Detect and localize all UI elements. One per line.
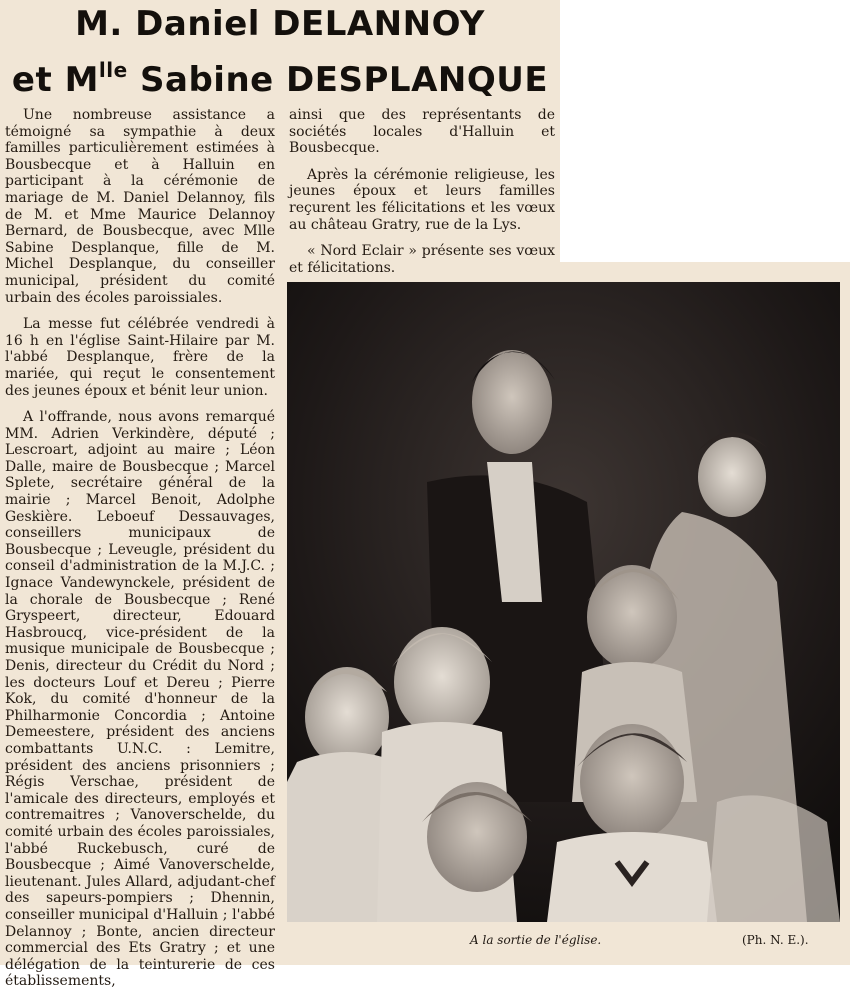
headline-line-2-suffix: Sabine DESPLANQUE <box>127 60 549 100</box>
headline-line-2-prefix: et M <box>11 60 99 100</box>
photo-credit: (Ph. N. E.). <box>742 933 809 947</box>
paragraph-wishes: « Nord Eclair » présente ses vœux et félicitations. <box>289 243 555 276</box>
paragraph-reception: Après la cérémonie religieuse, les jeunes époux et leurs familles reçurent les félicitations et les vœux au château Gratry, rue de la Lys. <box>289 166 555 233</box>
article-column-left <box>5 107 275 1000</box>
wedding-photo <box>287 282 840 922</box>
paragraph-mass: La messe fut célébrée vendredi à 16 h en l'église Saint-Hilaire par M. l'abbé Desplanque, frère de la mariée, qui reçut le consentement des jeunes époux et bénit leur union. <box>5 316 275 399</box>
clipping-cutout <box>560 0 850 262</box>
photo-caption: A la sortie de l'église. <box>470 933 602 947</box>
wedding-photo-image <box>287 282 840 922</box>
headline-line-2-sup: lle <box>98 58 128 82</box>
headline-line-2 <box>0 58 560 100</box>
paragraph-offering: A l'offrande, nous avons remarqué MM. Adrien Verkindère, député ; Lescroart, adjoint au maire ; Léon Dalle, maire de Bousbecque ; Marcel Splete, secrétaire général de la mairie ; Marcel Benoit, Adolphe Geskière. Leboeuf Dessauvages, conseillers municipaux de Bousbecque ; Leveugle, président du conseil d'administration de la M.J.C. ; Ignace Vandewynckele, président de la chorale de Bousbecque ; René Gryspeert, directeur, Edouard Hasbroucq, vice-président de la musique municipale de Bousbecque ; Denis, directeur du Crédit du Nord ; les docteurs Louf et Dereu ; Pierre Kok, du comité d'honneur de la Philharmonie Concordia ; Antoine Demeestere, président des anciens combattants U.N.C. : Lemitre, président des anciens prisonniers ; Régis Verschae, président de l'amicale des directeurs, employés et contremaitres ; Vanoverschelde, du comité urbain des écoles paroissiales, l'abbé Ruckebusch, curé de Bousbecque ; Aimé Vanoverschelde, lieutenant. Jules Allard, adjudant-chef des sapeurs-pompiers ; Dhennin, conseiller municipal d'Halluin ; l'abbé Delannoy ; Bonte, ancien directeur commercial des Ets Gratry ; et une délégation de la teinturerie de ces établissements, <box>5 409 275 990</box>
paragraph-intro: Une nombreuse assistance a témoigné sa sympathie à deux familles particulièrement estimées à Bousbecque et à Halluin en participant à la cérémonie de mariage de M. Daniel Delannoy, fils de M. et Mme Maurice Delannoy Bernard, de Bousbecque, avec Mlle Sabine Desplanque, fille de M. Michel Desplanque, du conseiller municipal, président du comité urbain des écoles paroissiales. <box>5 107 275 306</box>
article-column-right <box>289 107 555 286</box>
paragraph-continued: ainsi que des représentants de sociétés locales d'Halluin et Bousbecque. <box>289 107 555 157</box>
headline-line-1: M. Daniel DELANNOY <box>75 4 485 44</box>
